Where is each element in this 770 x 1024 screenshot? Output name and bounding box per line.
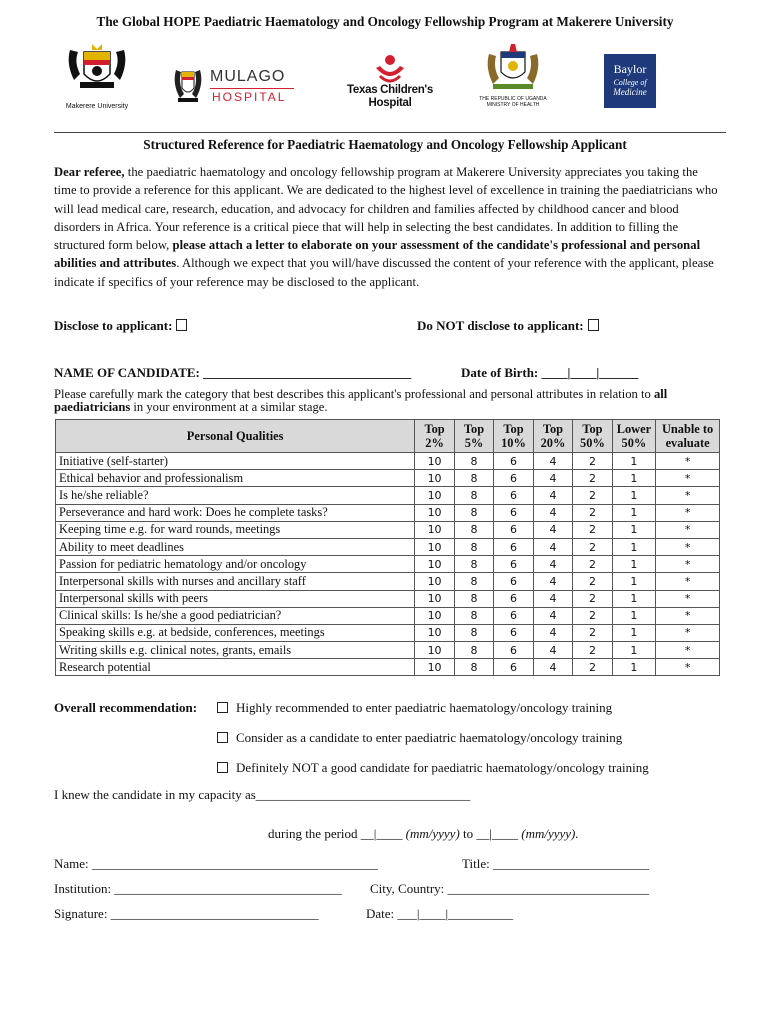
score-cell[interactable]: * [656, 504, 720, 521]
instruction-b: in your environment at a similar stage. [130, 399, 328, 414]
texas-childrens-logo [340, 54, 440, 114]
signature-field[interactable]: Signature: ________________________________ [54, 906, 319, 921]
score-cell[interactable]: 4 [533, 624, 572, 641]
header-top-50: Top 50% [573, 420, 612, 453]
score-cell[interactable]: 2 [573, 607, 612, 624]
score-cell[interactable]: 4 [533, 504, 572, 521]
consider-checkbox[interactable] [217, 732, 228, 743]
table-row [56, 659, 720, 676]
score-cell[interactable]: 10 [415, 521, 454, 538]
score-cell[interactable]: 10 [415, 607, 454, 624]
score-cell[interactable]: 1 [612, 573, 656, 590]
intro-lead: Dear referee, [54, 165, 125, 179]
intro-text-1: the paediatric haematology and oncology fellowship program at Makerere University appreciates you taking the time to provide a reference for this applicant. We are dedicated to the highest level of excellence in training the paediatricians who will lead medical care, research, education, and advocacy for children and families affected by childhood cancer and blood disorders in Africa. Your reference is a critical piece that will help in selecting the best candidates. In addition to filling the structured form below, [54, 165, 718, 253]
baylor-line1: Baylor [613, 62, 647, 76]
quality-label: Passion for pediatric hematology and/or oncology [56, 556, 415, 573]
score-cell[interactable]: 8 [454, 453, 493, 470]
score-cell[interactable]: 2 [573, 659, 612, 676]
highly-recommended-checkbox[interactable] [217, 702, 228, 713]
title-field[interactable]: Title: ________________________ [462, 856, 649, 871]
table-row [56, 538, 720, 555]
score-cell[interactable]: 1 [612, 504, 656, 521]
option-1-label: Highly recommended to enter paediatric haematology/oncology training [236, 700, 613, 715]
score-cell[interactable]: 2 [573, 453, 612, 470]
score-cell[interactable]: 2 [573, 504, 612, 521]
score-cell[interactable]: * [656, 538, 720, 555]
option-2-label: Consider as a candidate to enter paediatric haematology/oncology training [236, 730, 623, 745]
makerere-logo [62, 44, 132, 110]
qualities-table [55, 419, 720, 676]
score-cell[interactable]: 10 [415, 487, 454, 504]
score-cell[interactable]: 8 [454, 487, 493, 504]
score-cell[interactable]: 6 [494, 521, 533, 538]
score-cell[interactable]: 6 [494, 659, 533, 676]
institution-field[interactable]: Institution: ___________________________________ [54, 881, 342, 896]
candidate-name-field[interactable]: NAME OF CANDIDATE: ________________________________ [54, 365, 412, 380]
not-disclose-option[interactable] [417, 318, 599, 334]
table-body [56, 453, 720, 676]
makerere-crest-icon [62, 44, 132, 96]
mulago-logo [172, 66, 292, 110]
score-cell[interactable]: 2 [573, 573, 612, 590]
score-cell[interactable]: 6 [494, 642, 533, 659]
score-cell[interactable]: 4 [533, 659, 572, 676]
table-row [56, 624, 720, 641]
score-cell[interactable]: 10 [415, 642, 454, 659]
score-cell[interactable]: * [656, 556, 720, 573]
table-header-row [56, 420, 720, 453]
intro-text-2: . Although we expect that you will/have discussed the content of your reference with the applicant, please indicate if specifics of your reference may be disclosed to the applicant. [54, 256, 714, 289]
score-cell[interactable]: 2 [573, 487, 612, 504]
quality-label: Speaking skills e.g. at bedside, conferences, meetings [56, 624, 415, 641]
score-cell[interactable]: * [656, 624, 720, 641]
period-b: to __|____ [459, 826, 522, 841]
texas-line2: Hospital [368, 97, 412, 109]
quality-label: Research potential [56, 659, 415, 676]
score-cell[interactable]: 1 [612, 607, 656, 624]
score-cell[interactable]: 1 [612, 642, 656, 659]
score-cell[interactable]: 6 [494, 590, 533, 607]
score-cell[interactable]: 4 [533, 487, 572, 504]
score-cell[interactable]: 4 [533, 590, 572, 607]
score-cell[interactable]: 2 [573, 538, 612, 555]
baylor-line3: Medicine [613, 87, 647, 97]
score-cell[interactable]: 6 [494, 504, 533, 521]
score-cell[interactable]: 8 [454, 470, 493, 487]
score-cell[interactable]: 2 [573, 470, 612, 487]
header-lower-50: Lower 50% [612, 420, 656, 453]
score-cell[interactable]: 6 [494, 487, 533, 504]
score-cell[interactable]: 4 [533, 556, 572, 573]
score-cell[interactable]: 10 [415, 556, 454, 573]
mulago-crest-icon [172, 66, 204, 106]
instruction-bold: all paediatricians [54, 387, 668, 414]
page-header: The Global HOPE Paediatric Haematology and Oncology Fellowship Program at Makerere University [96, 14, 674, 29]
score-cell[interactable]: 8 [454, 642, 493, 659]
score-cell[interactable]: 6 [494, 607, 533, 624]
score-cell[interactable]: 1 [612, 538, 656, 555]
table-row [56, 521, 720, 538]
uganda-moh-logo [478, 44, 548, 110]
table-row [56, 453, 720, 470]
overall-label: Overall recommendation: [54, 700, 198, 715]
table-row [56, 556, 720, 573]
score-cell[interactable]: 10 [415, 573, 454, 590]
score-cell[interactable]: 1 [612, 470, 656, 487]
score-cell[interactable]: 8 [454, 607, 493, 624]
score-cell[interactable]: 8 [454, 590, 493, 607]
score-cell[interactable]: 10 [415, 659, 454, 676]
score-cell[interactable]: 4 [533, 521, 572, 538]
score-cell[interactable]: * [656, 642, 720, 659]
capacity-field[interactable]: I knew the candidate in my capacity as_________________________________ [54, 787, 471, 802]
option-3-label: Definitely NOT a good candidate for paediatric haematology/oncology training [236, 760, 649, 775]
score-cell[interactable]: 10 [415, 538, 454, 555]
score-cell[interactable]: 1 [612, 624, 656, 641]
score-cell[interactable]: 10 [415, 470, 454, 487]
texas-childrens-mark-icon [372, 54, 408, 84]
header-divider [54, 132, 726, 133]
score-cell[interactable]: 10 [415, 453, 454, 470]
dob-field[interactable]: Date of Birth: ____|____|______ [461, 365, 639, 380]
mulago-sub: HOSPITAL [212, 90, 287, 104]
score-cell[interactable]: 10 [415, 504, 454, 521]
score-cell[interactable]: 2 [573, 556, 612, 573]
name-field[interactable]: Name: ____________________________________________ [54, 856, 378, 871]
period-format-2: (mm/yyyy). [521, 826, 579, 841]
score-cell[interactable]: * [656, 470, 720, 487]
option-consider[interactable] [217, 730, 622, 746]
score-cell[interactable]: * [656, 573, 720, 590]
intro-bold: please attach a letter to elaborate on your assessment of the candidate's professional and personal abilities and attributes [54, 238, 701, 271]
score-cell[interactable]: 10 [415, 624, 454, 641]
period-a: during the period __|____ [268, 826, 406, 841]
score-cell[interactable]: 1 [612, 453, 656, 470]
option-highly-recommended[interactable] [217, 700, 612, 716]
score-cell[interactable]: 1 [612, 590, 656, 607]
score-cell[interactable]: 4 [533, 538, 572, 555]
score-cell[interactable]: 6 [494, 470, 533, 487]
rating-instruction [54, 388, 724, 413]
quality-label: Is he/she reliable? [56, 487, 415, 504]
quality-label: Initiative (self-starter) [56, 453, 415, 470]
baylor-logo [604, 54, 656, 108]
score-cell[interactable]: * [656, 590, 720, 607]
score-cell[interactable]: 8 [454, 504, 493, 521]
score-cell[interactable]: 4 [533, 573, 572, 590]
score-cell[interactable]: 1 [612, 556, 656, 573]
score-cell[interactable]: 6 [494, 538, 533, 555]
option-not-good[interactable] [217, 760, 649, 776]
quality-label: Ability to meet deadlines [56, 538, 415, 555]
quality-label: Keeping time e.g. for ward rounds, meetings [56, 521, 415, 538]
instruction-a: Please carefully mark the category that best describes this applicant's professional and personal attributes in relation to [54, 387, 654, 401]
score-cell[interactable]: 6 [494, 624, 533, 641]
score-cell[interactable]: 6 [494, 573, 533, 590]
uganda-caption-2: MINISTRY OF HEALTH [486, 102, 540, 108]
form-subtitle: Structured Reference for Paediatric Haematology and Oncology Fellowship Applicant [143, 137, 627, 152]
mulago-divider [210, 88, 294, 89]
quality-label: Clinical skills: Is he/she a good pediatrician? [56, 607, 415, 624]
table-row [56, 487, 720, 504]
score-cell[interactable]: 8 [454, 624, 493, 641]
quality-label: Perseverance and hard work: Does he complete tasks? [56, 504, 415, 521]
header-unable: Unable to evaluate [656, 420, 720, 453]
makerere-caption: Makerere University [65, 103, 129, 110]
header-top-20: Top 20% [533, 420, 572, 453]
score-cell[interactable]: 4 [533, 470, 572, 487]
score-cell[interactable]: 8 [454, 573, 493, 590]
intro-paragraph [54, 163, 722, 291]
baylor-line2: College of [613, 78, 647, 87]
period-field[interactable] [268, 826, 579, 842]
header-personal-qualities: Personal Qualities [56, 420, 415, 453]
score-cell[interactable]: 4 [533, 607, 572, 624]
disclose-checkbox[interactable] [176, 319, 187, 331]
score-cell[interactable]: * [656, 487, 720, 504]
header-top-10: Top 10% [494, 420, 533, 453]
uganda-coat-of-arms-icon [483, 44, 543, 92]
logo-row [0, 44, 770, 116]
score-cell[interactable]: 1 [612, 521, 656, 538]
city-country-field[interactable]: City, Country: _______________________________ [370, 881, 650, 896]
score-cell[interactable]: 2 [573, 624, 612, 641]
score-cell[interactable]: 2 [573, 590, 612, 607]
score-cell[interactable]: * [656, 659, 720, 676]
score-cell[interactable]: 6 [494, 453, 533, 470]
score-cell[interactable]: 8 [454, 538, 493, 555]
table-row [56, 470, 720, 487]
disclose-label: Disclose to applicant: [54, 318, 173, 333]
quality-label: Interpersonal skills with peers [56, 590, 415, 607]
period-format-1: (mm/yyyy) [405, 826, 460, 841]
not-good-checkbox[interactable] [217, 762, 228, 773]
date-field[interactable]: Date: ___|____|__________ [366, 906, 514, 921]
score-cell[interactable]: * [656, 453, 720, 470]
score-cell[interactable]: 4 [533, 453, 572, 470]
mulago-name: MULAGO [210, 68, 286, 85]
quality-label: Writing skills e.g. clinical notes, grants, emails [56, 642, 415, 659]
score-cell[interactable]: 10 [415, 590, 454, 607]
table-row [56, 642, 720, 659]
table-row [56, 607, 720, 624]
score-cell[interactable]: 6 [494, 556, 533, 573]
score-cell[interactable]: * [656, 607, 720, 624]
header-top-5: Top 5% [454, 420, 493, 453]
uganda-caption-1: THE REPUBLIC OF UGANDA [479, 96, 547, 102]
score-cell[interactable]: 1 [612, 487, 656, 504]
score-cell[interactable]: 8 [454, 659, 493, 676]
table-row [56, 504, 720, 521]
header-top-2: Top 2% [415, 420, 454, 453]
table-row [56, 590, 720, 607]
score-cell[interactable]: 4 [533, 642, 572, 659]
not-disclose-checkbox[interactable] [588, 319, 599, 331]
score-cell[interactable]: 2 [573, 521, 612, 538]
score-cell[interactable]: * [656, 521, 720, 538]
quality-label: Ethical behavior and professionalism [56, 470, 415, 487]
score-cell[interactable]: 2 [573, 642, 612, 659]
table-row [56, 573, 720, 590]
quality-label: Interpersonal skills with nurses and ancillary staff [56, 573, 415, 590]
score-cell[interactable]: 8 [454, 521, 493, 538]
disclose-option[interactable] [54, 318, 187, 334]
not-disclose-label: Do NOT disclose to applicant: [417, 318, 584, 333]
score-cell[interactable]: 8 [454, 556, 493, 573]
score-cell[interactable]: 1 [612, 659, 656, 676]
texas-line1: Texas Children's [347, 84, 433, 96]
